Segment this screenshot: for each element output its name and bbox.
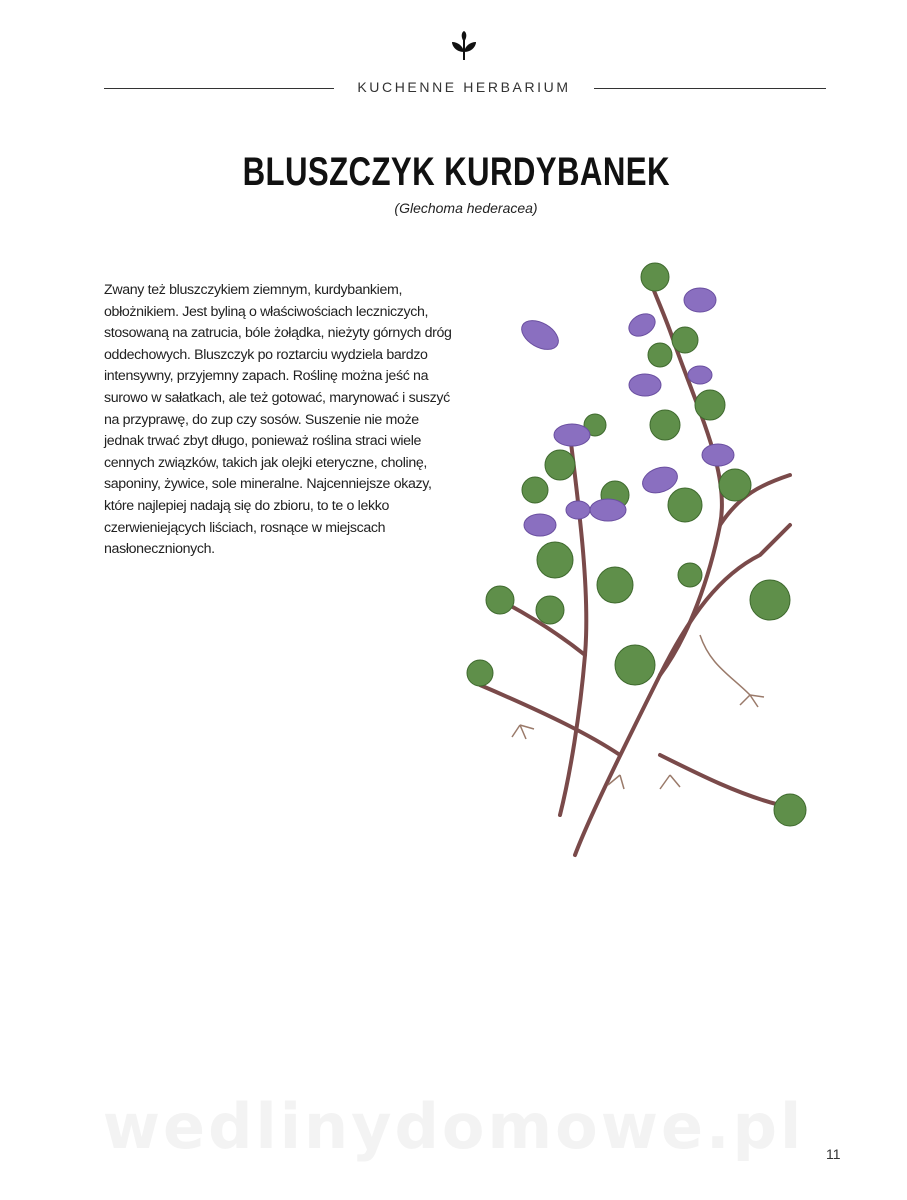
article-body: Zwany też bluszczykiem ziemnym, kurdybankiem, obłożnikiem. Jest byliną o właściwościach leczniczych, stosowaną na zatrucia, bóle żołądka, nieżyty górnych dróg oddechowych. Bluszczyk po roztarciu wydziela bardzo intensywny, przyjemny zapach. Roślinę można jeść na surowo w sałatkach, ale też gotować, marynować i suszyć na przyprawę, do zup czy sosów. Suszenie nie może jednak trwać zbyt długo, ponieważ roślina straci wiele cennych związków, takich jak olejki eteryczne, cholinę, saponiny, żywice, sole mineralne. Najcenniejsze okazy, które najlepiej nadają się do zbioru, to te o lekko czerwieniejących liściach, rosnące w miejscach nasłonecznionych. xyxy=(104,282,452,558)
leaf-icon xyxy=(446,30,482,66)
latin-name: (Glechoma hederacea) xyxy=(394,200,538,216)
page-title: BLUSZCZYK KURDYBANEK xyxy=(242,150,670,194)
section-title: KUCHENNE HERBARIUM xyxy=(357,79,571,95)
watermark: wedlinydomowe.pl xyxy=(102,1090,805,1163)
header-rule-left xyxy=(104,88,334,89)
plant-illustration-icon xyxy=(460,255,830,875)
page-number: 11 xyxy=(826,1146,841,1162)
header-rule-right xyxy=(594,88,826,89)
